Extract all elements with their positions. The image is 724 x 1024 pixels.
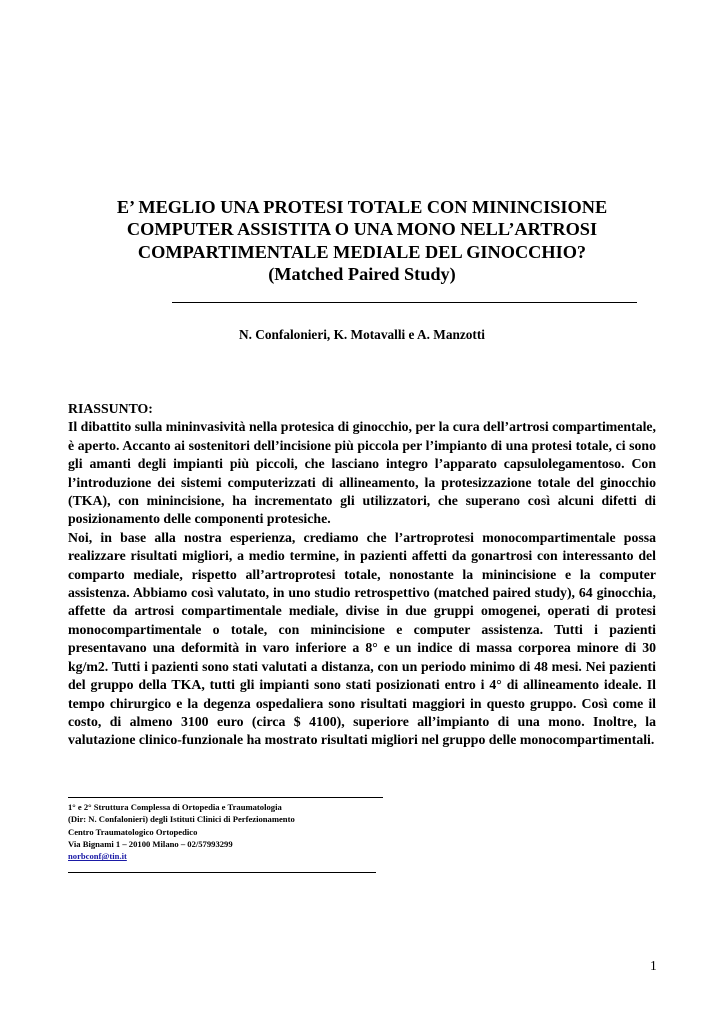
footnote-line: Via Bignami 1 – 20100 Milano – 02/57993299 [68,838,233,849]
abstract-heading: RIASSUNTO: [68,401,153,416]
abstract-paragraph: Il dibattito sulla mininvasività nella protesica di ginocchio, per la cura dell’artrosi compartimentale, è aperto. Accanto ai sostenitori dell’incisione più piccola per l’impianto di una protesi totale, ci sono gli amanti degli impianti più piccoli, che lasciano integro l’apparato capsulolegamentoso. Con l’introduzione dei sistemi computerizzati di allineamento, la protesizzazione totale del ginocchio (TKA), con minincisione, ha incrementato gli utilizzatori, che superano così alcuni difetti di posizionamento delle componenti protesiche. [68,419,656,527]
footnote-line: 1° e 2° Struttura Complessa di Ortopedia e Traumatologia [68,802,282,812]
footnote-line: (Dir: N. Confalonieri) degli Istituti Clinici di Perfezionamento [68,814,295,825]
abstract-paragraph: Noi, in base alla nostra esperienza, crediamo che l’artroprotesi monocompartimentale possa realizzare risultati migliori, a medio termine, in pazienti affetti da gonartrosi con interessanto del comparto mediale, rispetto all’artroprotesi totale, nonostante la minincisione e la computer assistenza. Abbiamo così valutato, in uno studio retrospettivo (matched paired study), 64 ginocchia, affette da artrosi compartimentale mediale, divise in due gruppi omogenei, operati di protesi monocompartimentale o totale, con minincisione e computer assistenza. Tutti i pazienti presentavano una deformità in varo inferiore a 8° e un indice di massa corporea minore di 30 kg/m2. Tutti i pazienti sono stati valutati a distanza, con un periodo minimo di 48 mesi. Nei pazienti del gruppo della TKA, tutti gli impianti sono stati posizionati entro i 4° di allineamento ideale. Il tempo chirurgico e la degenza ospedaliera sono risultati maggiori in questo gruppo. Così come il costo, di almeno 3100 euro (circa $ 4100), superiore all’impianto di una mono. Inoltre, la valutazione clinico-funzionale ha mostrato risultati migliori nel gruppo delle monocompartimentali. [68,529,656,748]
footnote-bottom-divider [68,872,376,873]
paper-title [60,196,664,286]
footnote-line: Centro Traumatologico Ortopedico [68,826,198,837]
abstract-section [68,400,656,750]
title-divider [172,302,637,303]
affiliation-footnote [68,801,468,862]
title-subtitle: (Matched Paired Study) [268,264,456,285]
footnote-divider [68,797,383,798]
page-number: 1 [650,958,657,973]
title-line: E’ MEGLIO UNA PROTESI TOTALE CON MININCISIONE [116,197,608,217]
title-line: COMPUTER ASSISTITA O UNA MONO NELL’ARTROSI [126,219,598,240]
title-line: COMPARTIMENTALE MEDIALE DEL GINOCCHIO? [137,241,587,262]
email-link[interactable]: norbconf@tin.it [68,851,127,862]
authors: N. Confalonieri, K. Motavalli e A. Manzotti [239,327,485,342]
